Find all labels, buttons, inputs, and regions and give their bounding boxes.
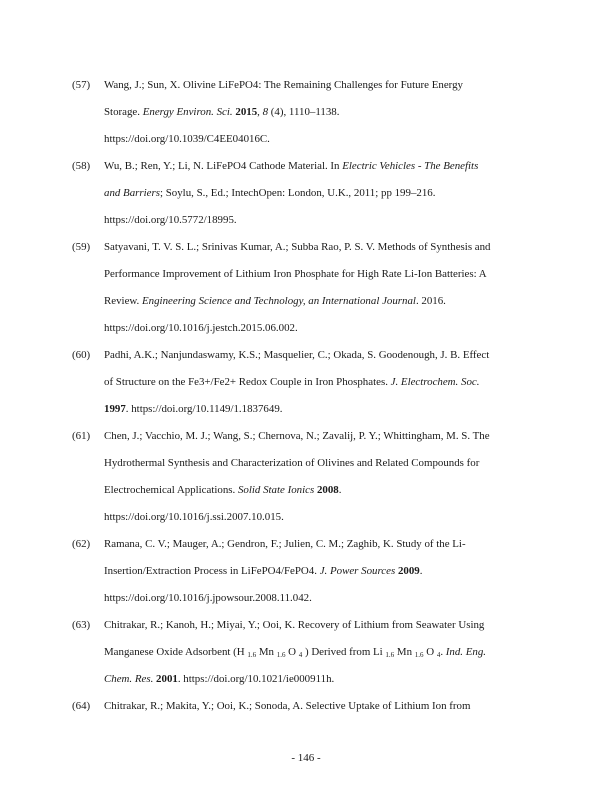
reference-text: of Structure on the Fe3+/Fe2+ Redox Couple in Iron Phosphates.	[104, 376, 391, 388]
reference-line	[104, 295, 446, 307]
reference-number: (57)	[72, 79, 91, 91]
reference-text: https://doi.org/10.1016/j.ssi.2007.10.015.	[104, 511, 284, 523]
reference-line	[104, 133, 270, 145]
reference-text: 4	[436, 651, 441, 659]
reference-text: . https://doi.org/10.1021/ie000911h.	[177, 673, 335, 685]
reference-text: Chen, J.; Vacchio, M. J.; Wang, S.; Chernova, N.; Zavalij, P. Y.; Whittingham, M. S. The	[104, 430, 490, 442]
reference-text: Ramana, C. V.; Mauger, A.; Gendron, F.; Julien, C. M.; Zaghib, K. Study of the Li-	[104, 538, 466, 550]
reference-text: J. Electrochem. Soc.	[390, 376, 480, 388]
reference-text: 2009	[397, 565, 420, 577]
reference-number: (61)	[72, 430, 91, 442]
reference-text: Chitrakar, R.; Kanoh, H.; Miyai, Y.; Ooi, K. Recovery of Lithium from Seawater Using	[104, 619, 485, 631]
reference-text: Engineering Science and Technology, an International Journal	[142, 295, 416, 307]
reference-text: Wu, B.; Ren, Y.; Li, N. LiFePO4 Cathode Material. In	[104, 160, 343, 172]
reference-text: Mn	[394, 646, 415, 658]
reference-text: (4), 1110–1138.	[268, 106, 340, 118]
reference-text: ,	[257, 106, 263, 118]
reference-text: Chem. Res.	[104, 673, 154, 685]
reference-text: Padhi, A.K.; Nanjundaswamy, K.S.; Masquelier, C.; Okada, S. Goodenough, J. B. Effect	[104, 349, 490, 361]
reference-line	[104, 511, 284, 523]
reference-text: 1.6	[276, 651, 286, 659]
reference-text: https://doi.org/10.1016/j.jpowsour.2008.11.042.	[104, 592, 312, 604]
reference-text: 1.6	[414, 651, 424, 659]
reference-line	[104, 673, 334, 685]
reference-line	[104, 484, 341, 496]
reference-number: (62)	[72, 538, 91, 550]
reference-text: O	[423, 646, 437, 658]
reference-number: (59)	[72, 241, 91, 253]
reference-text: Storage.	[104, 106, 143, 118]
reference-text: Ind. Eng.	[445, 646, 486, 658]
reference-text: 8	[262, 106, 269, 118]
reference-text: Electrochemical Applications.	[104, 484, 238, 496]
reference-line	[104, 403, 283, 415]
reference-line	[104, 538, 466, 550]
reference-text: ) Derived from Li	[302, 646, 386, 658]
reference-text: .	[338, 484, 342, 496]
reference-line	[104, 322, 298, 334]
reference-text: 2001	[156, 673, 178, 685]
reference-text: and Barriers	[104, 187, 160, 199]
reference-text: https://doi.org/10.1016/j.jestch.2015.06.002.	[104, 322, 298, 334]
reference-text: . https://doi.org/10.1149/1.1837649.	[125, 403, 283, 415]
reference-line	[104, 565, 422, 577]
reference-text: https://doi.org/10.5772/18995.	[104, 214, 237, 226]
reference-number: (58)	[72, 160, 91, 172]
reference-line	[104, 106, 339, 118]
reference-line	[104, 700, 470, 712]
reference-text: Mn	[256, 646, 277, 658]
reference-text: 1997	[104, 403, 126, 415]
reference-text: 4	[298, 651, 303, 659]
reference-text: 2008	[316, 484, 339, 496]
reference-text: .	[440, 646, 446, 658]
reference-number: (60)	[72, 349, 91, 361]
reference-line	[104, 646, 486, 659]
reference-text: Solid State Ionics	[237, 484, 315, 496]
reference-text: J. Power Sources	[319, 565, 396, 577]
reference-text: Review.	[104, 295, 143, 307]
reference-text: 1.6	[247, 651, 257, 659]
reference-line	[104, 457, 479, 469]
reference-line	[104, 619, 484, 631]
reference-text: Wang, J.; Sun, X. Olivine LiFePO4: The Remaining Challenges for Future Energy	[104, 79, 463, 91]
reference-text: ; Soylu, S., Ed.; IntechOpen: London, U.K., 2011; pp 199–216.	[159, 187, 436, 199]
reference-text: Electric Vehicles - The Benefits	[342, 160, 479, 172]
reference-text: 2015	[235, 106, 258, 118]
reference-line	[104, 268, 487, 280]
reference-text: 1.6	[385, 651, 395, 659]
reference-line	[104, 592, 312, 604]
reference-text: Satyavani, T. V. S. L.; Srinivas Kumar, A.; Subba Rao, P. S. V. Methods of Synthesis and	[104, 241, 491, 253]
reference-line	[104, 349, 489, 361]
reference-line	[104, 160, 478, 172]
reference-number: (64)	[72, 700, 91, 712]
reference-number: (63)	[72, 619, 91, 631]
reference-text: https://doi.org/10.1039/C4EE04016C.	[104, 133, 270, 145]
reference-line	[104, 187, 435, 199]
reference-text: Chitrakar, R.; Makita, Y.; Ooi, K.; Sonoda, A. Selective Uptake of Lithium Ion from	[104, 700, 471, 712]
reference-line	[104, 376, 479, 388]
reference-text: .	[419, 565, 423, 577]
reference-line	[104, 430, 490, 442]
reference-line	[104, 241, 491, 253]
reference-text: O	[285, 646, 299, 658]
reference-text: Insertion/Extraction Process in LiFePO4/FePO4.	[104, 565, 320, 577]
reference-text: . 2016.	[415, 295, 446, 307]
reference-text: Energy Environ. Sci.	[142, 106, 233, 118]
reference-text: Manganese Oxide Adsorbent (H	[104, 646, 248, 658]
page-number: - 146 -	[291, 752, 321, 764]
reference-text: Hydrothermal Synthesis and Characterization of Olivines and Related Compounds for	[104, 457, 480, 469]
reference-line	[104, 79, 463, 91]
reference-text: Performance Improvement of Lithium Iron Phosphate for High Rate Li-Ion Batteries: A	[104, 268, 487, 280]
reference-line	[104, 214, 237, 226]
